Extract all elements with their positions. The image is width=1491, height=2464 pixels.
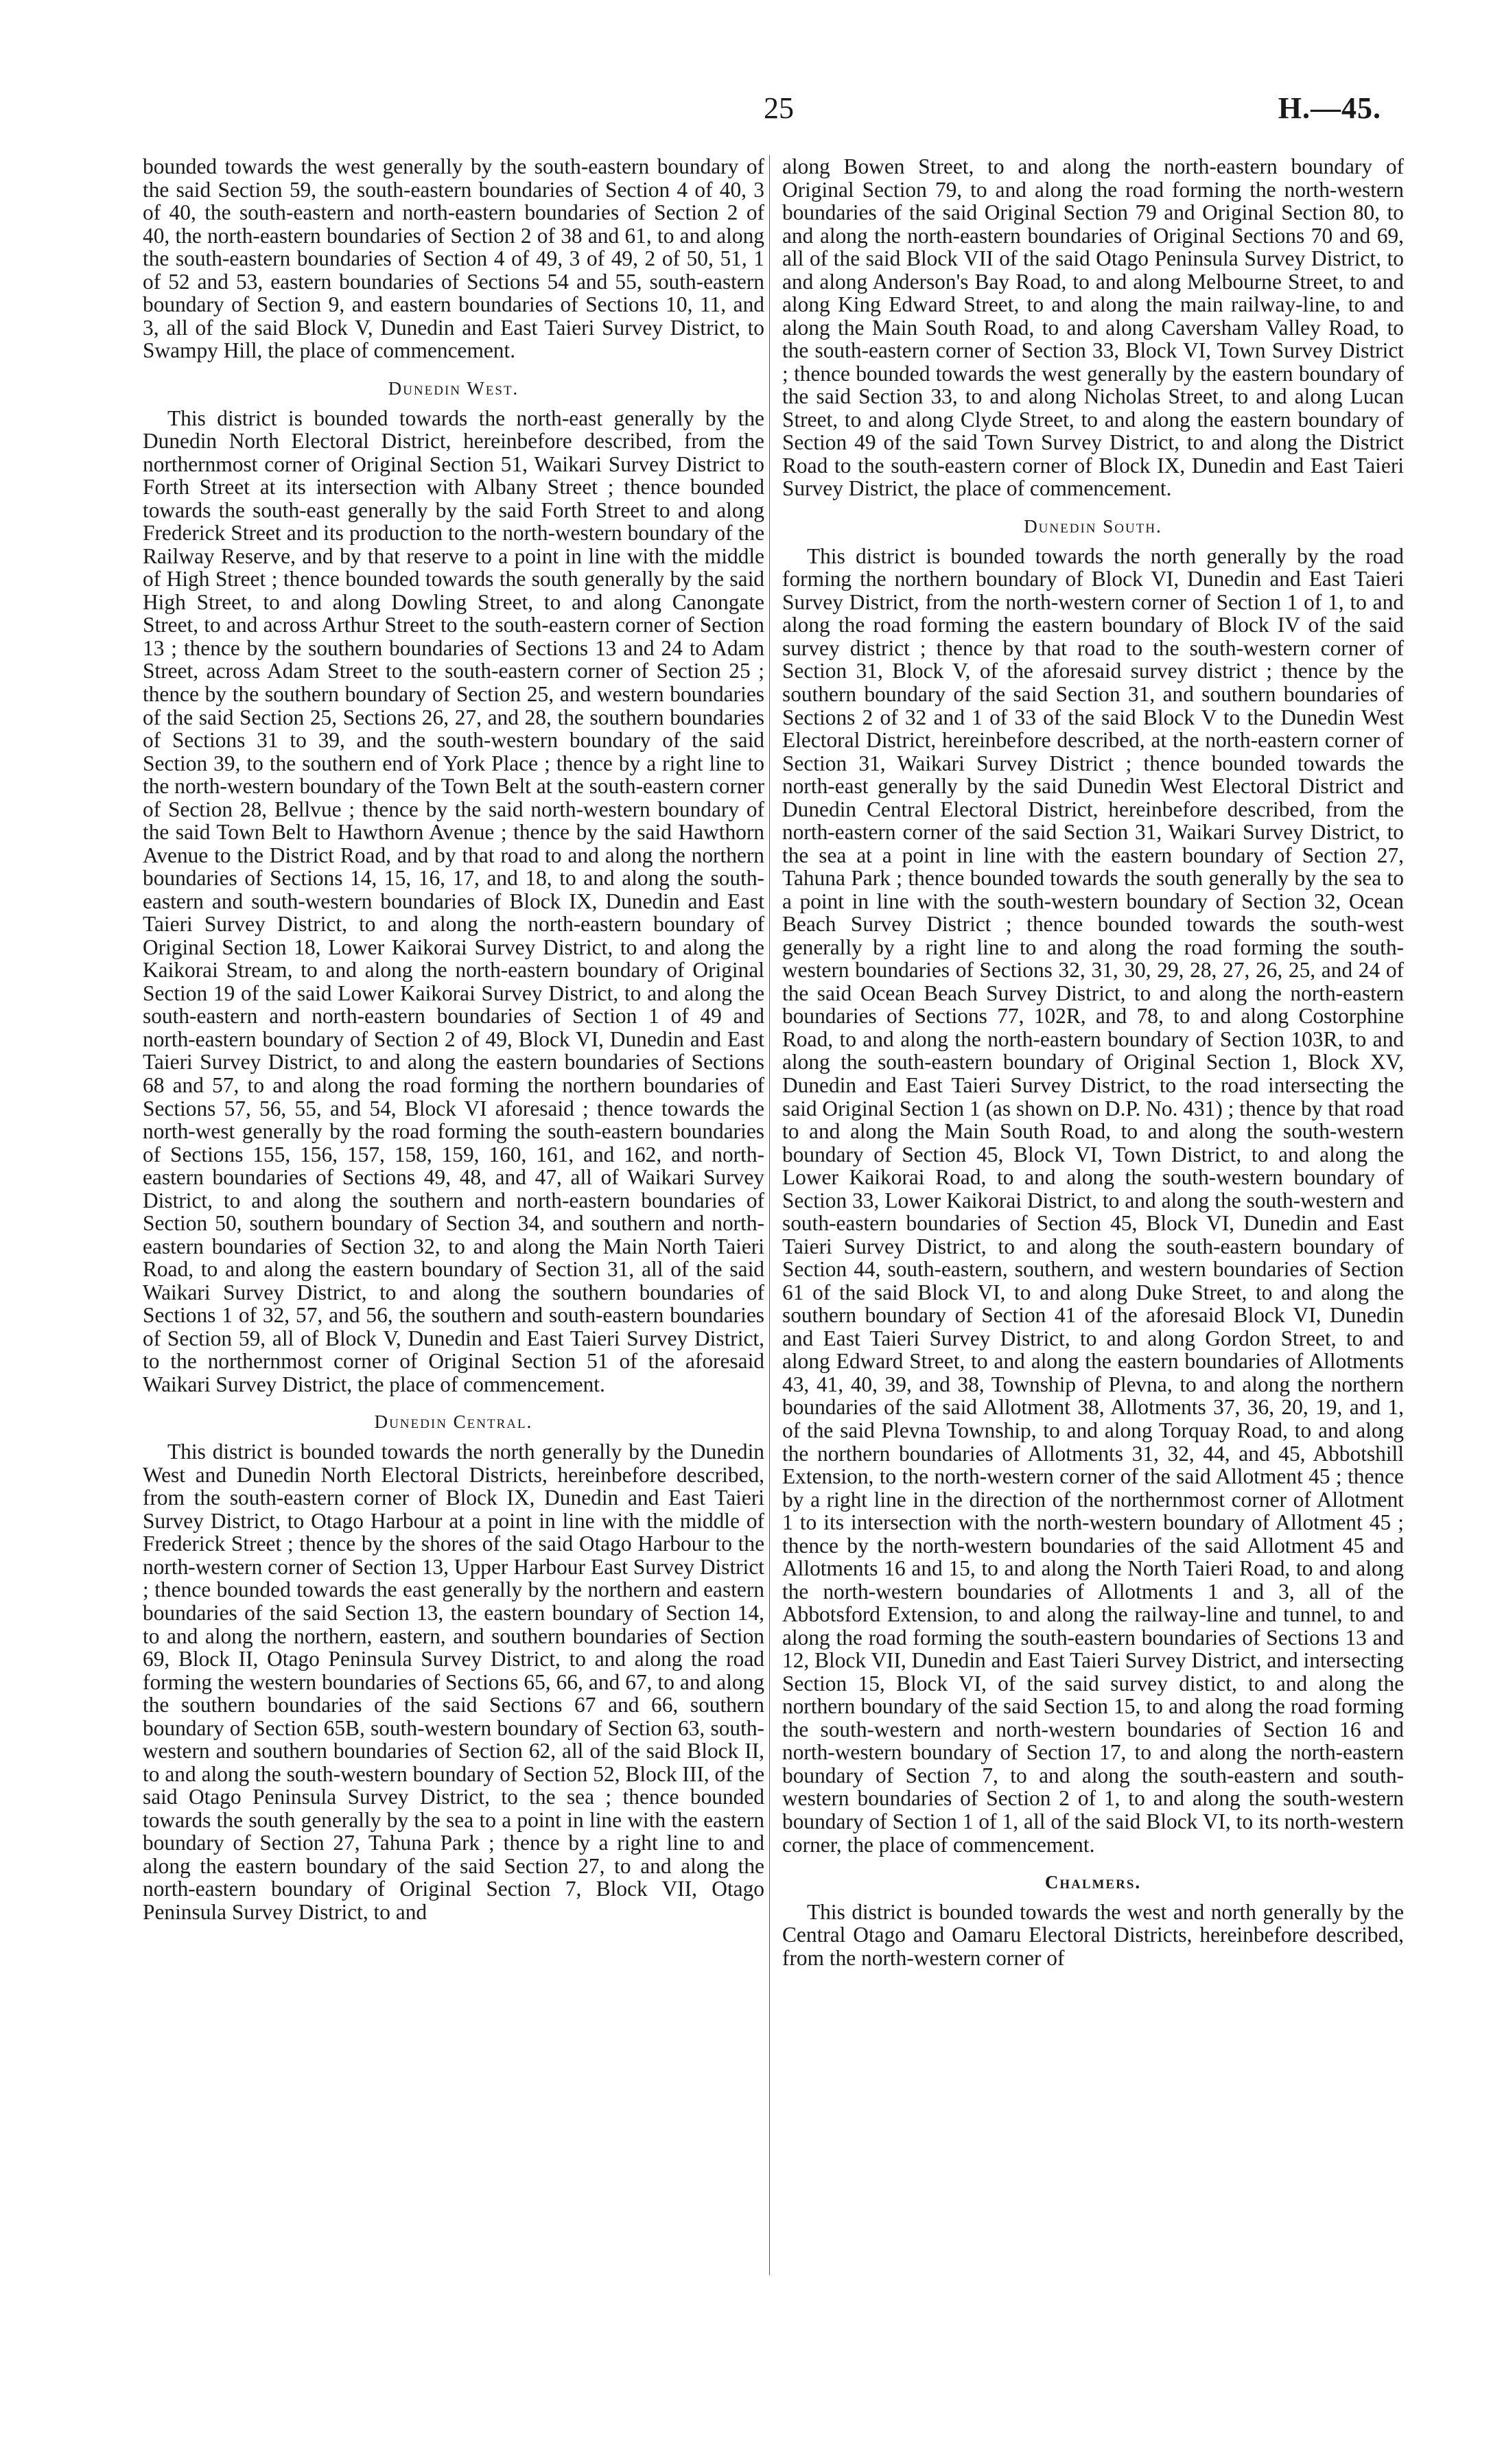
paragraph-dunedin-central: This district is bounded towards the north generally by the Dunedin West and Dunedin North Electoral Districts, hereinbefore described, from the south-eastern corner of Block IX, Dunedin and East Taieri Survey District, to Otago Harbour at a point in line with the middle of Frederick Street ; thence by the shores of the said Otago Harbour to the north-western corner of Section 13, Upper Harbour East Survey District ; thence bounded towards the east generally by the northern and eastern boundaries of the said Section 13, the eastern boundary of Section 14, to and along the northern, eastern, and southern boundaries of Section 69, Block II, Otago Peninsula Survey District, to and along the road forming the western boundaries of Sections 65, 66, and 67, to and along the southern boundaries of the said Sections 67 and 66, southern boundary of Section 65B, south-western boundary of Section 63, south-western and southern boundaries of Section 62, all of the said Block II, to and along the south-western boundary of Section 52, Block III, of the said Otago Peninsula Survey District, to the sea ; thence bounded towards the south generally by the sea to a point in line with the eastern boundary of Section 27, Tahuna Park ; thence by a right line to and along the eastern boundary of the said Section 27, to and along the north-eastern boundary of Original Section 7, Block VII, Otago Peninsula Survey District, to and [143, 1440, 764, 1924]
heading-dunedin-central: Dunedin Central. [374, 1411, 533, 1433]
document-reference: H.—45. [1278, 91, 1381, 125]
left-column [143, 155, 764, 1923]
heading-dunedin-west: Dunedin West. [388, 377, 519, 399]
heading-chalmers: Chalmers. [1044, 1872, 1142, 1893]
column-divider [769, 155, 770, 2275]
right-continuation-paragraph: along Bowen Street, to and along the north-eastern boundary of Original Section 79, to and along the road forming the north-western boundaries of the said Original Section 79 and Original Section 80, to and along the north-eastern boundaries of Original Sections 70 and 69, all of the said Block VII of the said Otago Peninsula Survey District, to and along Anderson's Bay Road, to and along Melbourne Street, to and along King Edward Street, to and along the main railway-line, to and along the Main South Road, to and along Caversham Valley Road, to the south-eastern corner of Section 33, Block VI, Town Survey District ; thence bounded towards the west generally by the eastern boundary of the said Section 33, to and along Nicholas Street, to and along Lucan Street, to and along Clyde Street, to and along the eastern boundary of Section 49 of the said Town Survey District, to and along the District Road to the south-eastern corner of Block IX, Dunedin and East Taieri Survey District, the place of commencement. [782, 154, 1404, 501]
heading-dunedin-south: Dunedin South. [1024, 515, 1162, 537]
left-continuation-paragraph: bounded towards the west generally by the south-eastern boundary of the said Section 59, the south-eastern boundaries of Section 4 of 40, 3 of 40, the south-eastern and north-eastern boundaries of Section 2 of 40, the north-eastern boundaries of Section 2 of 38 and 61, to and along the south-eastern boundaries of Section 4 of 49, 3 of 49, 2 of 50, 51, 1 of 52 and 53, eastern boundaries of Sections 54 and 55, south-eastern boundary of Section 9, and eastern boundaries of Sections 10, 11, and 3, all of the said Block V, Dunedin and East Taieri Survey District, to Swampy Hill, the place of commencement. [143, 154, 764, 363]
paragraph-dunedin-south: This district is bounded towards the north generally by the road forming the northern boundary of Block VI, Dunedin and East Taieri Survey District, from the north-western corner of Section 1 of 1, to and along the road forming the eastern boundary of Block IV of the said survey district ; thence by that road to the south-western corner of Section 31, Block V, of the aforesaid survey district ; thence by the southern boundary of the said Section 31, and southern boundaries of Sections 2 of 32 and 1 of 33 of the said Block V to the Dunedin West Electoral District, hereinbefore described, at the north-eastern corner of Section 31, Waikari Survey District ; thence bounded towards the north-east generally by the said Dunedin West Electoral District and Dunedin Central Electoral District, hereinbefore described, from the north-eastern corner of the said Section 31, Waikari Survey District, to the sea at a point in line with the eastern boundary of Section 27, Tahuna Park ; thence bounded towards the south generally by the sea to a point in line with the south-western boundary of Section 32, Ocean Beach Survey District ; thence bounded towards the south-west generally by a right line to and along the road forming the south-western boundaries of Sections 32, 31, 30, 29, 28, 27, 26, 25, and 24 of the said Ocean Beach Survey District, to and along the north-eastern boundaries of Sections 77, 102R, and 78, to and along Costorphine Road, to and along the north-eastern boundary of Section 103R, to and along the south-eastern boundary of Original Section 1, Block XV, Dunedin and East Taieri Survey District, to the road intersecting the said Original Section 1 (as shown on D.P. No. 431) ; thence by that road to and along the Main South Road, to and along the south-western boundary of Section 45, Block VI, Town District, to and along the Lower Kaikorai Road, to and along the south-western boundary of Section 33, Lower Kaikorai District, to and along the south-western and south-eastern boundaries of Section 45, Block VI, Dunedin and East Taieri Survey District, to and along the south-eastern boundary of Section 44, south-eastern, southern, and western boundaries of Section 61 of the said Block VI, to and along Duke Street, to and along the southern boundary of Section 41 of the aforesaid Block VI, Dunedin and East Taieri Survey District, to and along Gordon Street, to and along Edward Street, to and along the eastern boundaries of Allotments 43, 41, 40, 39, and 38, Township of Plevna, to and along the northern boundaries of the said Allotment 38, Allotments 37, 36, 20, 19, and 1, of the said Plevna Township, to and along Torquay Road, to and along the northern boundaries of Allotments 31, 32, 44, and 45, Abbotshill Extension, to the north-western corner of the said Allotment 45 ; thence by a right line in the direction of the northernmost corner of Allotment 1 to its intersection with the north-western boundary of Allotment 45 ; thence by the north-western boundaries of the said Allotment 45 and Allotments 16 and 15, to and along the North Taieri Road, to and along the north-western boundaries of Allotments 1 and 3, all of the Abbotsford Extension, to and along the railway-line and tunnel, to and along the road forming the south-eastern boundaries of Sections 13 and 12, Block VII, Dunedin and East Taieri Survey District, and intersecting Section 15, Block VI, of the said survey distict, to and along the northern boundary of the said Section 15, to and along the road forming the south-western and north-western boundaries of Section 16 and north-western boundary of Section 17, to and along the north-eastern boundary of Section 7, to and along the south-eastern and south-western boundaries of Section 2 of 1, to and along the south-western boundary of Section 1 of 1, all of the said Block VI, to its north-western corner, the place of commencement. [782, 543, 1404, 1857]
paragraph-chalmers: This district is bounded towards the west and north generally by the Central Otago and Oamaru Electoral Districts, hereinbefore described, from the north-western corner of [782, 1899, 1404, 1970]
paragraph-dunedin-west: This district is bounded towards the north-east generally by the Dunedin North Electoral District, hereinbefore described, from the northernmost corner of Original Section 51, Waikari Survey District to Forth Street at its intersection with Albany Street ; thence bounded towards the south-east generally by the said Forth Street to and along Frederick Street and its production to the north-western boundary of the Railway Reserve, and by that reserve to a point in line with the middle of High Street ; thence bounded towards the south generally by the said High Street, to and along Dowling Street, to and along Canongate Street, to and across Arthur Street to the south-eastern corner of Section 13 ; thence by the southern boundaries of Sections 13 and 24 to Adam Street, across Adam Street to the south-eastern corner of Section 25 ; thence by the southern boundary of Section 25, and western boundaries of the said Section 25, Sections 26, 27, and 28, the southern boundaries of Sections 31 to 39, and the south-western boundary of the said Section 39, to the southern end of York Place ; thence by a right line to the north-western boundary of the Town Belt at the south-eastern corner of Section 28, Bellvue ; thence by the said north-western boundary of the said Town Belt to Hawthorn Avenue ; thence by the said Hawthorn Avenue to the District Road, and by that road to and along the northern boundaries of Sections 14, 15, 16, 17, and 18, to and along the south-eastern and south-western boundaries of Block IX, Dunedin and East Taieri Survey District, to and along the north-eastern boundary of Original Section 18, Lower Kaikorai Survey District, to and along the Kaikorai Stream, to and along the north-eastern boundary of Original Section 19 of the said Lower Kaikorai Survey District, to and along the south-eastern and north-eastern boundaries of Section 1 of 49 and north-eastern boundary of Section 2 of 49, Block VI, Dunedin and East Taieri Survey District, to and along the eastern boundaries of Sections 68 and 57, to and along the road forming the northern boundaries of Sections 57, 56, 55, and 54, Block VI aforesaid ; thence towards the north-west generally by the road forming the south-eastern boundaries of Sections 155, 156, 157, 158, 159, 160, 161, and 162, and north-eastern boundaries of Sections 49, 48, and 47, all of Waikari Survey District, to and along the southern and north-eastern boundaries of Section 50, southern boundary of Section 34, and southern and north-eastern boundaries of Section 32, to and along the Main North Taieri Road, to and along the eastern boundary of Section 31, all of the said Waikari Survey District, to and along the southern boundaries of Sections 1 of 32, 57, and 56, the southern and south-eastern boundaries of Section 59, all of Block V, Dunedin and East Taieri Survey District, to the northernmost corner of Original Section 51 of the aforesaid Waikari Survey District, the place of commencement. [143, 406, 764, 1396]
right-column [782, 155, 1404, 1970]
page-number: 25 [764, 91, 794, 125]
